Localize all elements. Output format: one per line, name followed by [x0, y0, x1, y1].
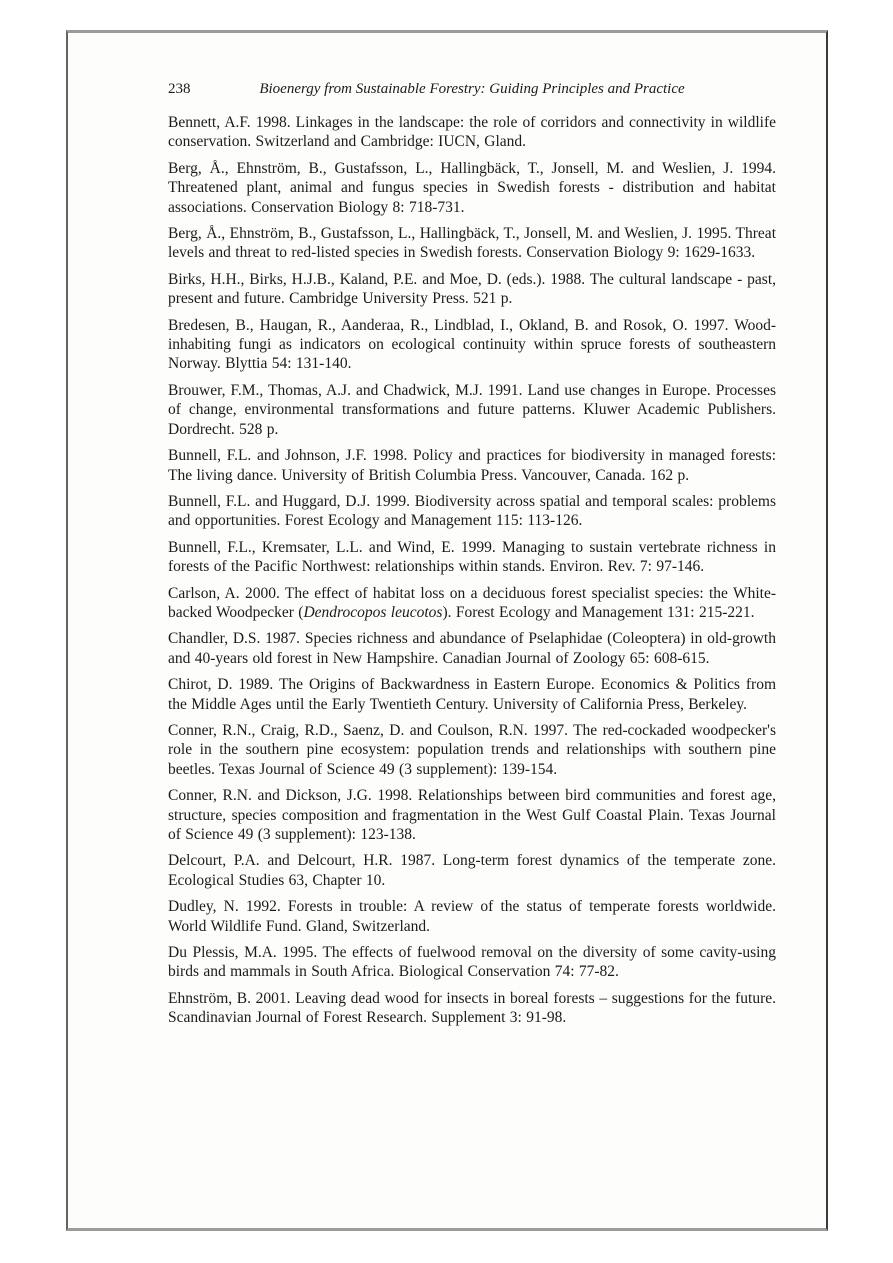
reference-text-segment: Conner, R.N., Craig, R.D., Saenz, D. and Coulson, R.N. 1997. The red-cockaded woodpecker's role in the southern pine ecosystem: population trends and relationships with southern pine beetles. Texas Journal of Science 49 (3 supplement): 139-154.	[168, 721, 776, 778]
reference-text-segment: Chandler, D.S. 1987. Species richness and abundance of Pselaphidae (Coleoptera) in old-growth and 40-years old forest in New Hampshire. Canadian Journal of Zoology 65: 608-615.	[168, 630, 776, 667]
reference-entry	[168, 446, 776, 485]
reference-text-segment: Conner, R.N. and Dickson, J.G. 1998. Relationships between bird communities and forest age, structure, species composition and fragmentation in the West Gulf Coastal Plain. Texas Journal of Science 49 (3 supplement): 123-138.	[168, 787, 776, 843]
reference-text-segment: Bennett, A.F. 1998. Linkages in the landscape: the role of corridors and connectivity in wildlife conservation. Switzerland and Cambridge: IUCN, Gland.	[168, 114, 776, 151]
reference-entry	[168, 943, 776, 982]
reference-text-segment: ). Forest Ecology and Management 131: 215-221.	[442, 603, 755, 621]
reference-text-segment: Bunnell, F.L. and Johnson, J.F. 1998. Policy and practices for biodiversity in managed forests: The living dance. University of British Columbia Press. Vancouver, Canada. 162 p.	[168, 447, 776, 484]
reference-entry	[168, 675, 776, 714]
reference-entry	[168, 786, 776, 844]
reference-entry	[168, 897, 776, 936]
reference-text-segment: Du Plessis, M.A. 1995. The effects of fuelwood removal on the diversity of some cavity-using birds and mammals in South Africa. Biological Conservation 74: 77-82.	[168, 944, 776, 981]
reference-text-segment: Bredesen, B., Haugan, R., Aanderaa, R., Lindblad, I., Okland, B. and Rosok, O. 1997. Wood-inhabiting fungi as indicators on ecological continuity within spruce forests of southeastern Norway. Blyttia 54: 131-140.	[168, 316, 776, 373]
running-title: Bioenergy from Sustainable Forestry: Guiding Principles and Practice	[259, 81, 685, 97]
references-list	[168, 113, 776, 1028]
reference-text-segment: Berg, Å., Ehnström, B., Gustafsson, L., Hallingbäck, T., Jonsell, M. and Weslien, J. 1994. Threatened plant, animal and fungus species in Swedish forests - distribution and habitat associations. Conservation Biology 8: 718-731.	[168, 159, 776, 216]
reference-entry	[168, 629, 776, 668]
reference-entry	[168, 989, 776, 1028]
reference-entry	[168, 381, 776, 439]
reference-text-segment: Chirot, D. 1989. The Origins of Backwardness in Eastern Europe. Economics & Politics from the Middle Ages until the Early Twentieth Century. University of California Press, Berkeley.	[168, 676, 776, 713]
reference-text-segment: Bunnell, F.L. and Huggard, D.J. 1999. Biodiversity across spatial and temporal scales: problems and opportunities. Forest Ecology and Management 115: 113-126.	[168, 492, 776, 530]
page-header	[168, 80, 776, 99]
page-number: 238	[168, 81, 191, 97]
reference-text-segment: Dudley, N. 1992. Forests in trouble: A review of the status of temperate forests worldwide. World Wildlife Fund. Gland, Switzerland.	[168, 898, 776, 935]
reference-entry	[168, 492, 776, 531]
reference-entry	[168, 721, 776, 779]
reference-entry	[168, 159, 776, 217]
reference-entry	[168, 113, 776, 152]
reference-text-segment: Birks, H.H., Birks, H.J.B., Kaland, P.E. and Moe, D. (eds.). 1988. The cultural landscape - past, present and future. Cambridge University Press. 521 p.	[168, 270, 776, 308]
reference-entry	[168, 538, 776, 577]
reference-text-segment: Ehnström, B. 2001. Leaving dead wood for insects in boreal forests – suggestions for the future. Scandinavian Journal of Forest Research. Supplement 3: 91-98.	[168, 989, 776, 1027]
reference-entry	[168, 224, 776, 263]
reference-entry	[168, 316, 776, 374]
reference-species-name: Dendrocopos leucotos	[303, 603, 443, 621]
reference-entry	[168, 851, 776, 890]
reference-text-segment: Delcourt, P.A. and Delcourt, H.R. 1987. Long-term forest dynamics of the temperate zone. Ecological Studies 63, Chapter 10.	[168, 852, 776, 889]
reference-text-segment: Berg, Å., Ehnström, B., Gustafsson, L., Hallingbäck, T., Jonsell, M. and Weslien, J. 1995. Threat levels and threat to red-listed species in Swedish forests. Conservation Biology 9: 1629-1633.	[168, 225, 776, 262]
reference-text-segment: Bunnell, F.L., Kremsater, L.L. and Wind, E. 1999. Managing to sustain vertebrate richness in forests of the Pacific Northwest: relationships within stands. Environ. Rev. 7: 97-146.	[168, 538, 776, 576]
reference-entry	[168, 584, 776, 623]
reference-text-segment: Brouwer, F.M., Thomas, A.J. and Chadwick, M.J. 1991. Land use changes in Europe. Processes of change, environmental transformations and future patterns. Kluwer Academic Publishers. Dordrecht. 528 p.	[168, 381, 776, 438]
reference-text-segment: Carlson, A. 2000. The effect of habitat loss on a deciduous forest specialist species: the White-backed Woodpecker (	[168, 584, 776, 621]
reference-entry	[168, 270, 776, 309]
book-page	[66, 30, 828, 1231]
